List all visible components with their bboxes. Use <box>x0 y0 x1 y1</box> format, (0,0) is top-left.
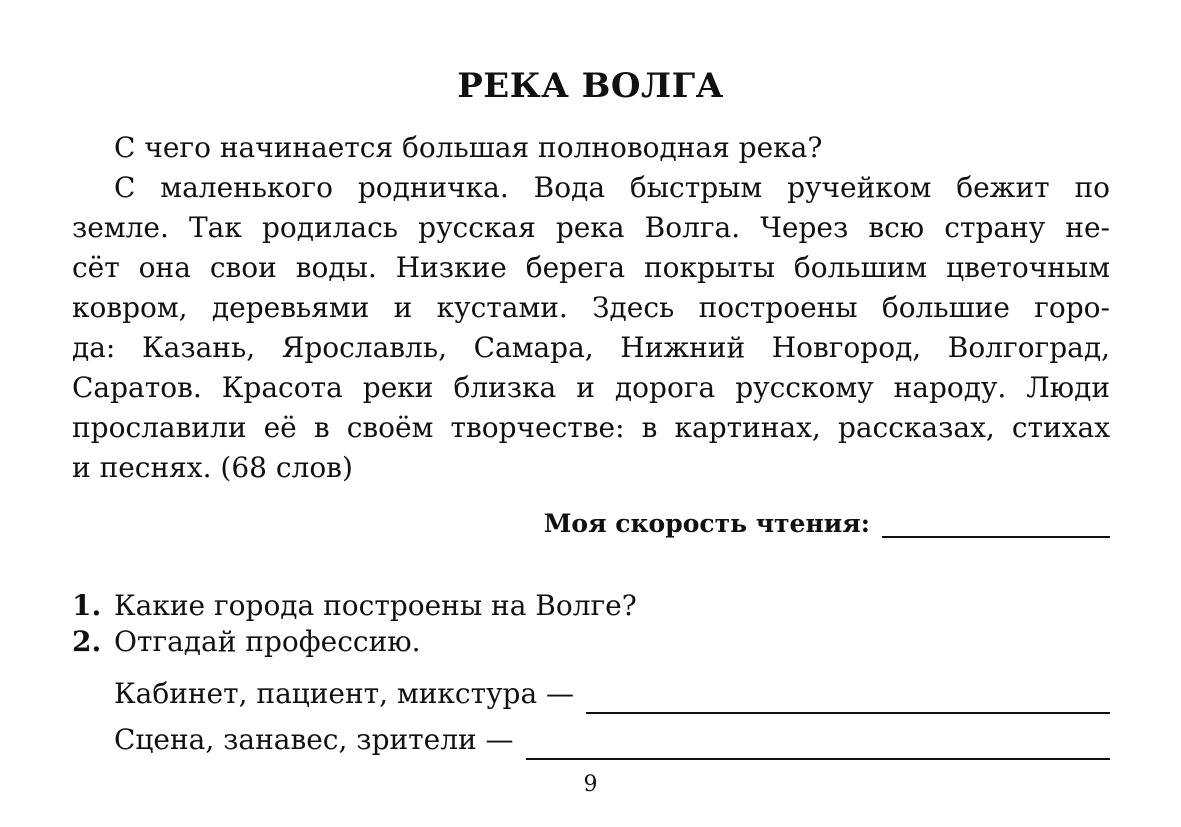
text-line-6: да: Казань, Ярославль, Самара, Нижний Новгород, Волгоград, <box>72 331 1110 364</box>
text-line-3: земле. Так родилась русская река Волга. Через всю страну не- <box>72 211 1110 244</box>
reading-speed-row <box>72 498 1110 538</box>
text-line-4: сёт она свои воды. Низкие берега покрыты большим цветочным <box>72 251 1110 284</box>
riddle-1-text: Кабинет, пациент, микстура — <box>114 677 575 710</box>
page-number: 9 <box>583 772 598 797</box>
riddle-1 <box>114 674 1110 714</box>
page-title: РЕКА ВОЛГА <box>457 66 724 106</box>
text-line-5: ковром, деревьями и кустами. Здесь построены большие горо- <box>72 291 1110 324</box>
riddle-2-text: Сцена, занавес, зрители — <box>114 723 514 756</box>
text-line-9: и песнях. (68 слов) <box>72 451 353 484</box>
reading-speed-answer-line[interactable] <box>882 510 1110 538</box>
question-2-number: 2. <box>72 625 102 658</box>
riddle-1-answer-line[interactable] <box>586 688 1110 714</box>
text-line-8: прославили её в своём творчестве: в картинах, рассказах, стихах <box>72 411 1110 444</box>
question-2-text: Отгадай профессию. <box>114 625 421 658</box>
question-2 <box>72 622 421 662</box>
text-line-1: С чего начинается большая полноводная река? <box>114 131 823 164</box>
text-line-7: Саратов. Красота реки близка и дорога русскому народу. Люди <box>72 371 1110 404</box>
question-1-text: Какие города построены на Волге? <box>114 589 637 622</box>
text-line-2: С маленького родничка. Вода быстрым ручейком бежит по <box>114 171 1110 204</box>
riddle-2-answer-line[interactable] <box>526 734 1110 760</box>
question-1 <box>72 586 637 626</box>
question-1-number: 1. <box>72 589 102 622</box>
riddle-2 <box>114 720 1110 760</box>
reading-speed-label: Моя скорость чтения: <box>543 509 870 538</box>
